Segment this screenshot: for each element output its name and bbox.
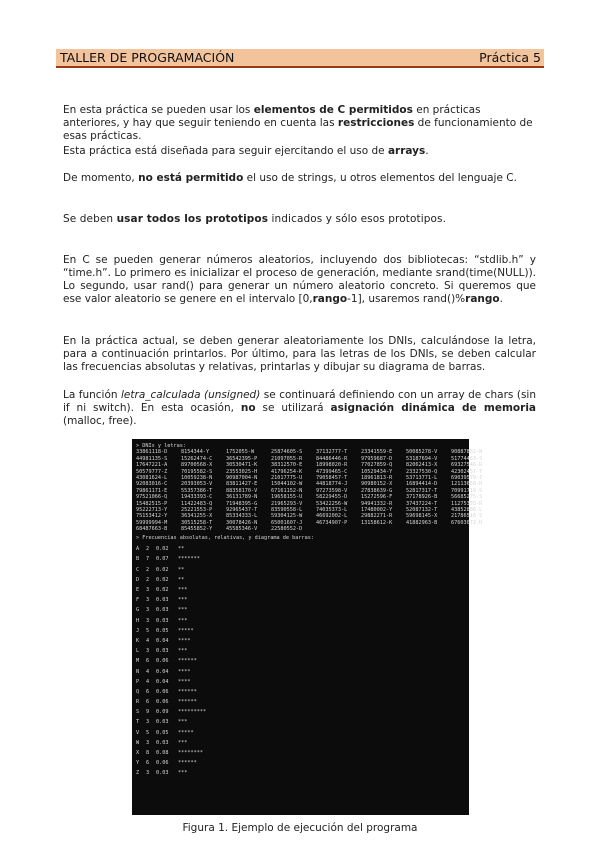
frequency-bar: *** (178, 719, 188, 726)
frequency-row (136, 728, 314, 738)
frequency-absolute: 6 (146, 760, 150, 767)
paragraph-arrays (63, 145, 536, 158)
dni-cell: 92965437-T (226, 506, 258, 513)
frequency-bar: ******** (178, 750, 203, 757)
frequency-bar: **** (178, 678, 191, 685)
course-title: TALLER DE PROGRAMACIÓN (60, 50, 235, 65)
dni-cell: 77027859-Q (361, 462, 393, 469)
dni-cell: 52087132-T (406, 506, 438, 513)
dni-cell: 17480002-Y (361, 506, 393, 513)
frequency-bar: **** (178, 668, 191, 675)
frequency-row (136, 575, 314, 585)
terminal-screenshot (132, 439, 483, 815)
frequency-row (136, 616, 314, 626)
bold-text: elementos de C permitidos (253, 104, 413, 116)
dni-cell: 11275355-R (451, 500, 483, 507)
dni-cell: 50579777-Z (136, 468, 168, 475)
dni-cell: 41796254-K (271, 468, 303, 475)
dni-cell: 23341559-E (361, 449, 393, 456)
dni-cell: 44818774-J (316, 481, 348, 488)
italic-text: letra_calculada (unsigned) (121, 389, 261, 401)
dni-cell: 65001607-J (271, 519, 303, 526)
dni-cell: 18961813-R (361, 474, 393, 481)
frequency-row (136, 707, 314, 717)
frequency-letter: Y (136, 760, 140, 767)
frequency-bar: ***** (178, 627, 194, 634)
text: De momento, (63, 172, 139, 184)
dni-cell: 38312570-E (271, 462, 303, 469)
frequency-letter: A (136, 546, 140, 553)
frequency-relative: 0.09 (156, 709, 169, 716)
frequency-absolute: 4 (146, 668, 150, 675)
dni-cell: 59304125-W (271, 513, 303, 520)
dni-cell: 41882963-B (406, 519, 438, 526)
paragraph-task: En la práctica actual, se deben generar aleatoriamente los DNIs, calculándose la letra, para a continuación printarlos. Por último, para las letras de los DNIs, se deben calcular las frecuencias absolutas y relativas, printarlas y dibujar su diagrama de barras. (63, 335, 536, 373)
frequency-absolute: 3 (146, 770, 150, 777)
dni-cell: 84486446-R (316, 455, 348, 462)
frequency-letter: H (136, 617, 140, 624)
frequency-bar: **** (178, 637, 191, 644)
dni-cell: 20393053-V (181, 481, 213, 488)
frequency-bar: *** (178, 648, 188, 655)
frequency-letter: T (136, 719, 140, 726)
frequency-absolute: 3 (146, 719, 150, 726)
text: En C se pueden generar números aleatorios, incluyendo dos bibliotecas: “stdlib.h” y “time.h”. Lo primero es inicializar el proceso de generación, mediante srand(time(NULL)). Lo segundo, usar rand() para generar un número aleatorio concreto. Si queremos que ese valor aleatorio se genere en el intervalo [0, (63, 254, 536, 305)
dni-cell: 29882271-R (361, 513, 393, 520)
text: en prácticas anteriores, y hay que seguir teniendo en cuenta las (63, 104, 481, 129)
dni-cell: 70195582-S (181, 468, 213, 475)
frequency-row (136, 738, 314, 748)
frequency-row (136, 718, 314, 728)
dni-cell: 23327530-Q (406, 468, 438, 475)
paragraph-prototypes (63, 213, 536, 226)
frequency-row (136, 626, 314, 636)
dni-cell: 83811427-E (226, 481, 258, 488)
practice-number: Práctica 5 (479, 50, 541, 65)
dni-cell: 36341255-X (181, 513, 213, 520)
frequency-absolute: 6 (146, 699, 150, 706)
dni-cell: 36542395-P (226, 455, 258, 462)
frequency-row (136, 758, 314, 768)
dni-cell: 13158612-K (361, 519, 393, 526)
frequency-row (136, 565, 314, 575)
dni-cell: 30515258-T (181, 519, 213, 526)
bold-text: restricciones (337, 117, 415, 129)
frequency-bar: ** (178, 566, 185, 573)
frequency-absolute: 4 (146, 678, 150, 685)
dni-cell (316, 526, 361, 532)
dni-cell: 22580552-D (271, 526, 303, 533)
frequency-bar: *** (178, 587, 188, 594)
frequency-letter: C (136, 566, 140, 573)
text: . (425, 145, 429, 157)
frequency-absolute: 3 (146, 587, 150, 594)
dni-cell: 46734907-P (316, 519, 348, 526)
dni-cell: 1752055-W (226, 449, 255, 456)
dni-cell: 69327546-R (451, 462, 483, 469)
dni-cell: 68487663-B (136, 526, 168, 533)
frequency-letter: K (136, 637, 140, 644)
dni-cell: 90987004-N (226, 474, 258, 481)
dni-cell (361, 526, 406, 532)
frequency-absolute: 3 (146, 739, 150, 746)
dni-cell: 82062413-X (406, 462, 438, 469)
paragraph-function (63, 389, 536, 428)
dni-cell: 51774463-S (451, 455, 483, 462)
dni-cell: 53187694-V (406, 455, 438, 462)
frequency-letter: Z (136, 770, 140, 777)
dni-cell: 11422483-Q (181, 500, 213, 507)
dni-cell: 53713771-L (406, 474, 438, 481)
paragraph-elements (63, 104, 536, 143)
frequency-relative: 0.03 (156, 617, 169, 624)
figure-caption: Figura 1. Ejemplo de ejecución del programa (182, 822, 418, 834)
frequency-relative: 0.05 (156, 627, 169, 634)
frequency-output (136, 535, 314, 779)
frequency-relative: 0.06 (156, 688, 169, 695)
frequency-relative: 0.03 (156, 597, 169, 604)
frequency-relative: 0.08 (156, 750, 169, 757)
bold-text: rango (312, 293, 348, 305)
dni-cell: 21786516-S (451, 513, 483, 520)
dni-title: > DNIs y letras: (136, 443, 186, 449)
frequency-absolute: 4 (146, 637, 150, 644)
dni-cell: 30078426-N (226, 519, 258, 526)
text: La función (63, 389, 122, 401)
text: En esta práctica se pueden usar los (63, 104, 254, 116)
frequency-letter: D (136, 576, 140, 583)
bold-text: no está permitido (138, 172, 244, 184)
dni-cell: 15044102-W (271, 481, 303, 488)
frequency-absolute: 6 (146, 688, 150, 695)
frequency-bar: *** (178, 597, 188, 604)
frequency-row (136, 646, 314, 656)
text: . (499, 293, 503, 305)
frequency-bar: ** (178, 546, 185, 553)
dni-cell: 12113658-R (451, 481, 483, 488)
frequency-row (136, 677, 314, 687)
paragraph-strings (63, 172, 536, 185)
dni-cell: 36131789-N (226, 494, 258, 501)
frequency-row (136, 769, 314, 779)
frequency-letter: W (136, 739, 140, 746)
frequency-absolute: 2 (146, 546, 150, 553)
frequency-letter: N (136, 668, 140, 675)
frequency-letter: J (136, 627, 140, 634)
frequency-absolute: 2 (146, 576, 150, 583)
text: -1], usaremos rand()% (347, 293, 466, 305)
frequency-row (136, 748, 314, 758)
dni-cell: 70991719-S (451, 487, 483, 494)
dni-cell: 97521066-Q (136, 494, 168, 501)
frequency-bar: *** (178, 617, 188, 624)
dni-cell: 56685275-S (451, 494, 483, 501)
frequency-letter: V (136, 729, 140, 736)
dni-cell: 17647221-A (136, 462, 168, 469)
frequency-bar: *** (178, 770, 188, 777)
frequency-bar: ********* (178, 709, 207, 716)
dni-cell: 8154344-Y (181, 449, 210, 456)
frequency-relative: 0.06 (156, 760, 169, 767)
frequency-row (136, 555, 314, 565)
dni-cell: 97959687-D (361, 455, 393, 462)
frequency-row (136, 585, 314, 595)
dni-cell: 58229455-D (316, 494, 348, 501)
dni-cell: 43081624-L (136, 474, 168, 481)
dni-cell: 10529434-Y (361, 468, 393, 475)
frequency-bar: ****** (178, 760, 197, 767)
dni-cell: 19433393-C (181, 494, 213, 501)
frequency-row (136, 636, 314, 646)
dni-cell (406, 526, 451, 532)
frequency-relative: 0.03 (156, 607, 169, 614)
dni-cell: 74035373-L (316, 506, 348, 513)
frequency-relative: 0.04 (156, 678, 169, 685)
dni-cell (451, 526, 496, 532)
frequency-row (136, 687, 314, 697)
dni-cell: 15262474-C (181, 455, 213, 462)
dni-cell: 30530471-K (226, 462, 258, 469)
dni-cell: 55357386-T (181, 487, 213, 494)
dni-cell: 37437224-T (406, 500, 438, 507)
frequency-letter: B (136, 556, 140, 563)
frequency-relative: 0.03 (156, 648, 169, 655)
frequency-absolute: 3 (146, 648, 150, 655)
bold-text: usar todos los prototipos (116, 213, 269, 225)
frequency-absolute: 7 (146, 556, 150, 563)
frequency-letter: M (136, 658, 140, 665)
dni-cell: 16894414-D (406, 481, 438, 488)
dni-cell: 89700568-X (181, 462, 213, 469)
dni-cell: 37132777-T (316, 449, 348, 456)
dni-cell: 67161152-N (271, 487, 303, 494)
dni-cell: 15482515-P (136, 500, 168, 507)
dni-cell: 33861118-D (136, 449, 168, 456)
frequency-row (136, 667, 314, 677)
frequency-bar: *** (178, 607, 188, 614)
dni-cell: 42302457-T (451, 468, 483, 475)
dni-cell: 79058457-T (316, 474, 348, 481)
dni-cell: 90887862-N (451, 449, 483, 456)
frequency-relative: 0.06 (156, 699, 169, 706)
dni-cell: 21017775-U (271, 474, 303, 481)
dni-cell: 83590558-L (271, 506, 303, 513)
text: el uso de strings, u otros elementos del lenguaje C. (243, 172, 517, 184)
frequency-relative: 0.02 (156, 576, 169, 583)
dni-cell: 90980152-X (361, 481, 393, 488)
frequency-absolute: 3 (146, 617, 150, 624)
frequency-title: > Frecuencias absolutas, relativas, y diagrama de barras: (136, 535, 315, 541)
frequency-relative: 0.07 (156, 556, 169, 563)
dni-cell: 37178926-B (406, 494, 438, 501)
text: indicados y sólo esos prototipos. (268, 213, 447, 225)
dni-cell: 85334333-L (226, 513, 258, 520)
dni-cell: 94941332-R (361, 500, 393, 507)
dni-cell: 25874605-S (271, 449, 303, 456)
dni-cell: 69039579-Z (451, 474, 483, 481)
frequency-absolute: 5 (146, 627, 150, 634)
text: se continuará definiendo con un array de chars (sin if ni switch). En esta ocasión, (63, 389, 536, 414)
frequency-bar: ****** (178, 699, 197, 706)
bold-text: no (240, 402, 256, 414)
dni-cell: 23553025-H (226, 468, 258, 475)
frequency-letter: R (136, 699, 140, 706)
dni-cell: 52817317-T (406, 487, 438, 494)
frequency-bar: ** (178, 576, 185, 583)
frequency-relative: 0.03 (156, 770, 169, 777)
frequency-absolute: 6 (146, 658, 150, 665)
dni-cell: 25221553-P (181, 506, 213, 513)
dni-cell: 59999994-M (136, 519, 168, 526)
frequency-row (136, 595, 314, 605)
dni-cell: 75153412-Y (136, 513, 168, 520)
frequency-absolute: 5 (146, 729, 150, 736)
dni-cell: 92083016-C (136, 481, 168, 488)
frequency-letter: F (136, 597, 140, 604)
frequency-bar: ***** (178, 729, 194, 736)
frequency-bar: ****** (178, 658, 197, 665)
text: (malloc, free). (63, 415, 137, 427)
dni-cell: 85455852-Y (181, 526, 213, 533)
frequency-absolute: 9 (146, 709, 150, 716)
dni-cell: 10059238-N (181, 474, 213, 481)
frequency-absolute: 3 (146, 607, 150, 614)
frequency-relative: 0.04 (156, 637, 169, 644)
frequency-letter: X (136, 750, 140, 757)
dni-cell: 19658155-U (271, 494, 303, 501)
dni-cell: 53422256-W (316, 500, 348, 507)
dni-cell: 71948395-G (226, 500, 258, 507)
frequency-relative: 0.06 (156, 658, 169, 665)
frequency-letter: Q (136, 688, 140, 695)
text: Esta práctica está diseñada para seguir ejercitando el uso de (63, 145, 388, 157)
frequency-relative: 0.03 (156, 719, 169, 726)
dni-cell: 18998020-R (316, 462, 348, 469)
frequency-relative: 0.02 (156, 566, 169, 573)
dni-cell: 21097055-R (271, 455, 303, 462)
frequency-row (136, 606, 314, 616)
dni-cell: 97273598-V (316, 487, 348, 494)
bold-text: rango (465, 293, 500, 305)
dni-cell: 79861171-E (136, 487, 168, 494)
frequency-letter: S (136, 709, 140, 716)
dni-cell: 47399465-C (316, 468, 348, 475)
frequency-bar: *** (178, 739, 188, 746)
dni-cell: 15272596-F (361, 494, 393, 501)
frequency-bar: ****** (178, 688, 197, 695)
frequency-bar: ******* (178, 556, 200, 563)
text: de funcionamiento de esas prácticas. (63, 117, 533, 142)
frequency-letter: L (136, 648, 140, 655)
dni-cell: 67603072-D (451, 519, 483, 526)
dni-cell: 43852886-L (451, 506, 483, 513)
frequency-row (136, 544, 314, 554)
dni-cell: 21965293-V (271, 500, 303, 507)
bold-text: arrays (387, 145, 426, 157)
dni-cell: 45585346-V (226, 526, 258, 533)
frequency-row (136, 697, 314, 707)
paragraph-random (63, 254, 536, 306)
frequency-letter: E (136, 587, 140, 594)
frequency-absolute: 3 (146, 597, 150, 604)
frequency-letter: P (136, 678, 140, 685)
text: se utilizará (255, 402, 331, 414)
dni-cell: 27838639-G (361, 487, 393, 494)
dni-cell: 46692002-L (316, 513, 348, 520)
frequency-relative: 0.05 (156, 729, 169, 736)
bold-text: asignación dinámica de memoria (330, 402, 537, 414)
dni-row (136, 526, 496, 532)
frequency-relative: 0.02 (156, 587, 169, 594)
dni-cell: 95222713-Y (136, 506, 168, 513)
frequency-absolute: 2 (146, 566, 150, 573)
dni-cell: 59698145-X (406, 513, 438, 520)
dni-cell: 50085278-V (406, 449, 438, 456)
dni-output (136, 443, 496, 532)
frequency-letter: G (136, 607, 140, 614)
frequency-relative: 0.04 (156, 668, 169, 675)
frequency-row (136, 656, 314, 666)
text: Se deben (63, 213, 117, 225)
dni-cell: 88358170-V (226, 487, 258, 494)
frequency-relative: 0.02 (156, 546, 169, 553)
dni-cell: 44981135-S (136, 455, 168, 462)
page-header (56, 49, 544, 68)
frequency-relative: 0.03 (156, 739, 169, 746)
frequency-absolute: 8 (146, 750, 150, 757)
